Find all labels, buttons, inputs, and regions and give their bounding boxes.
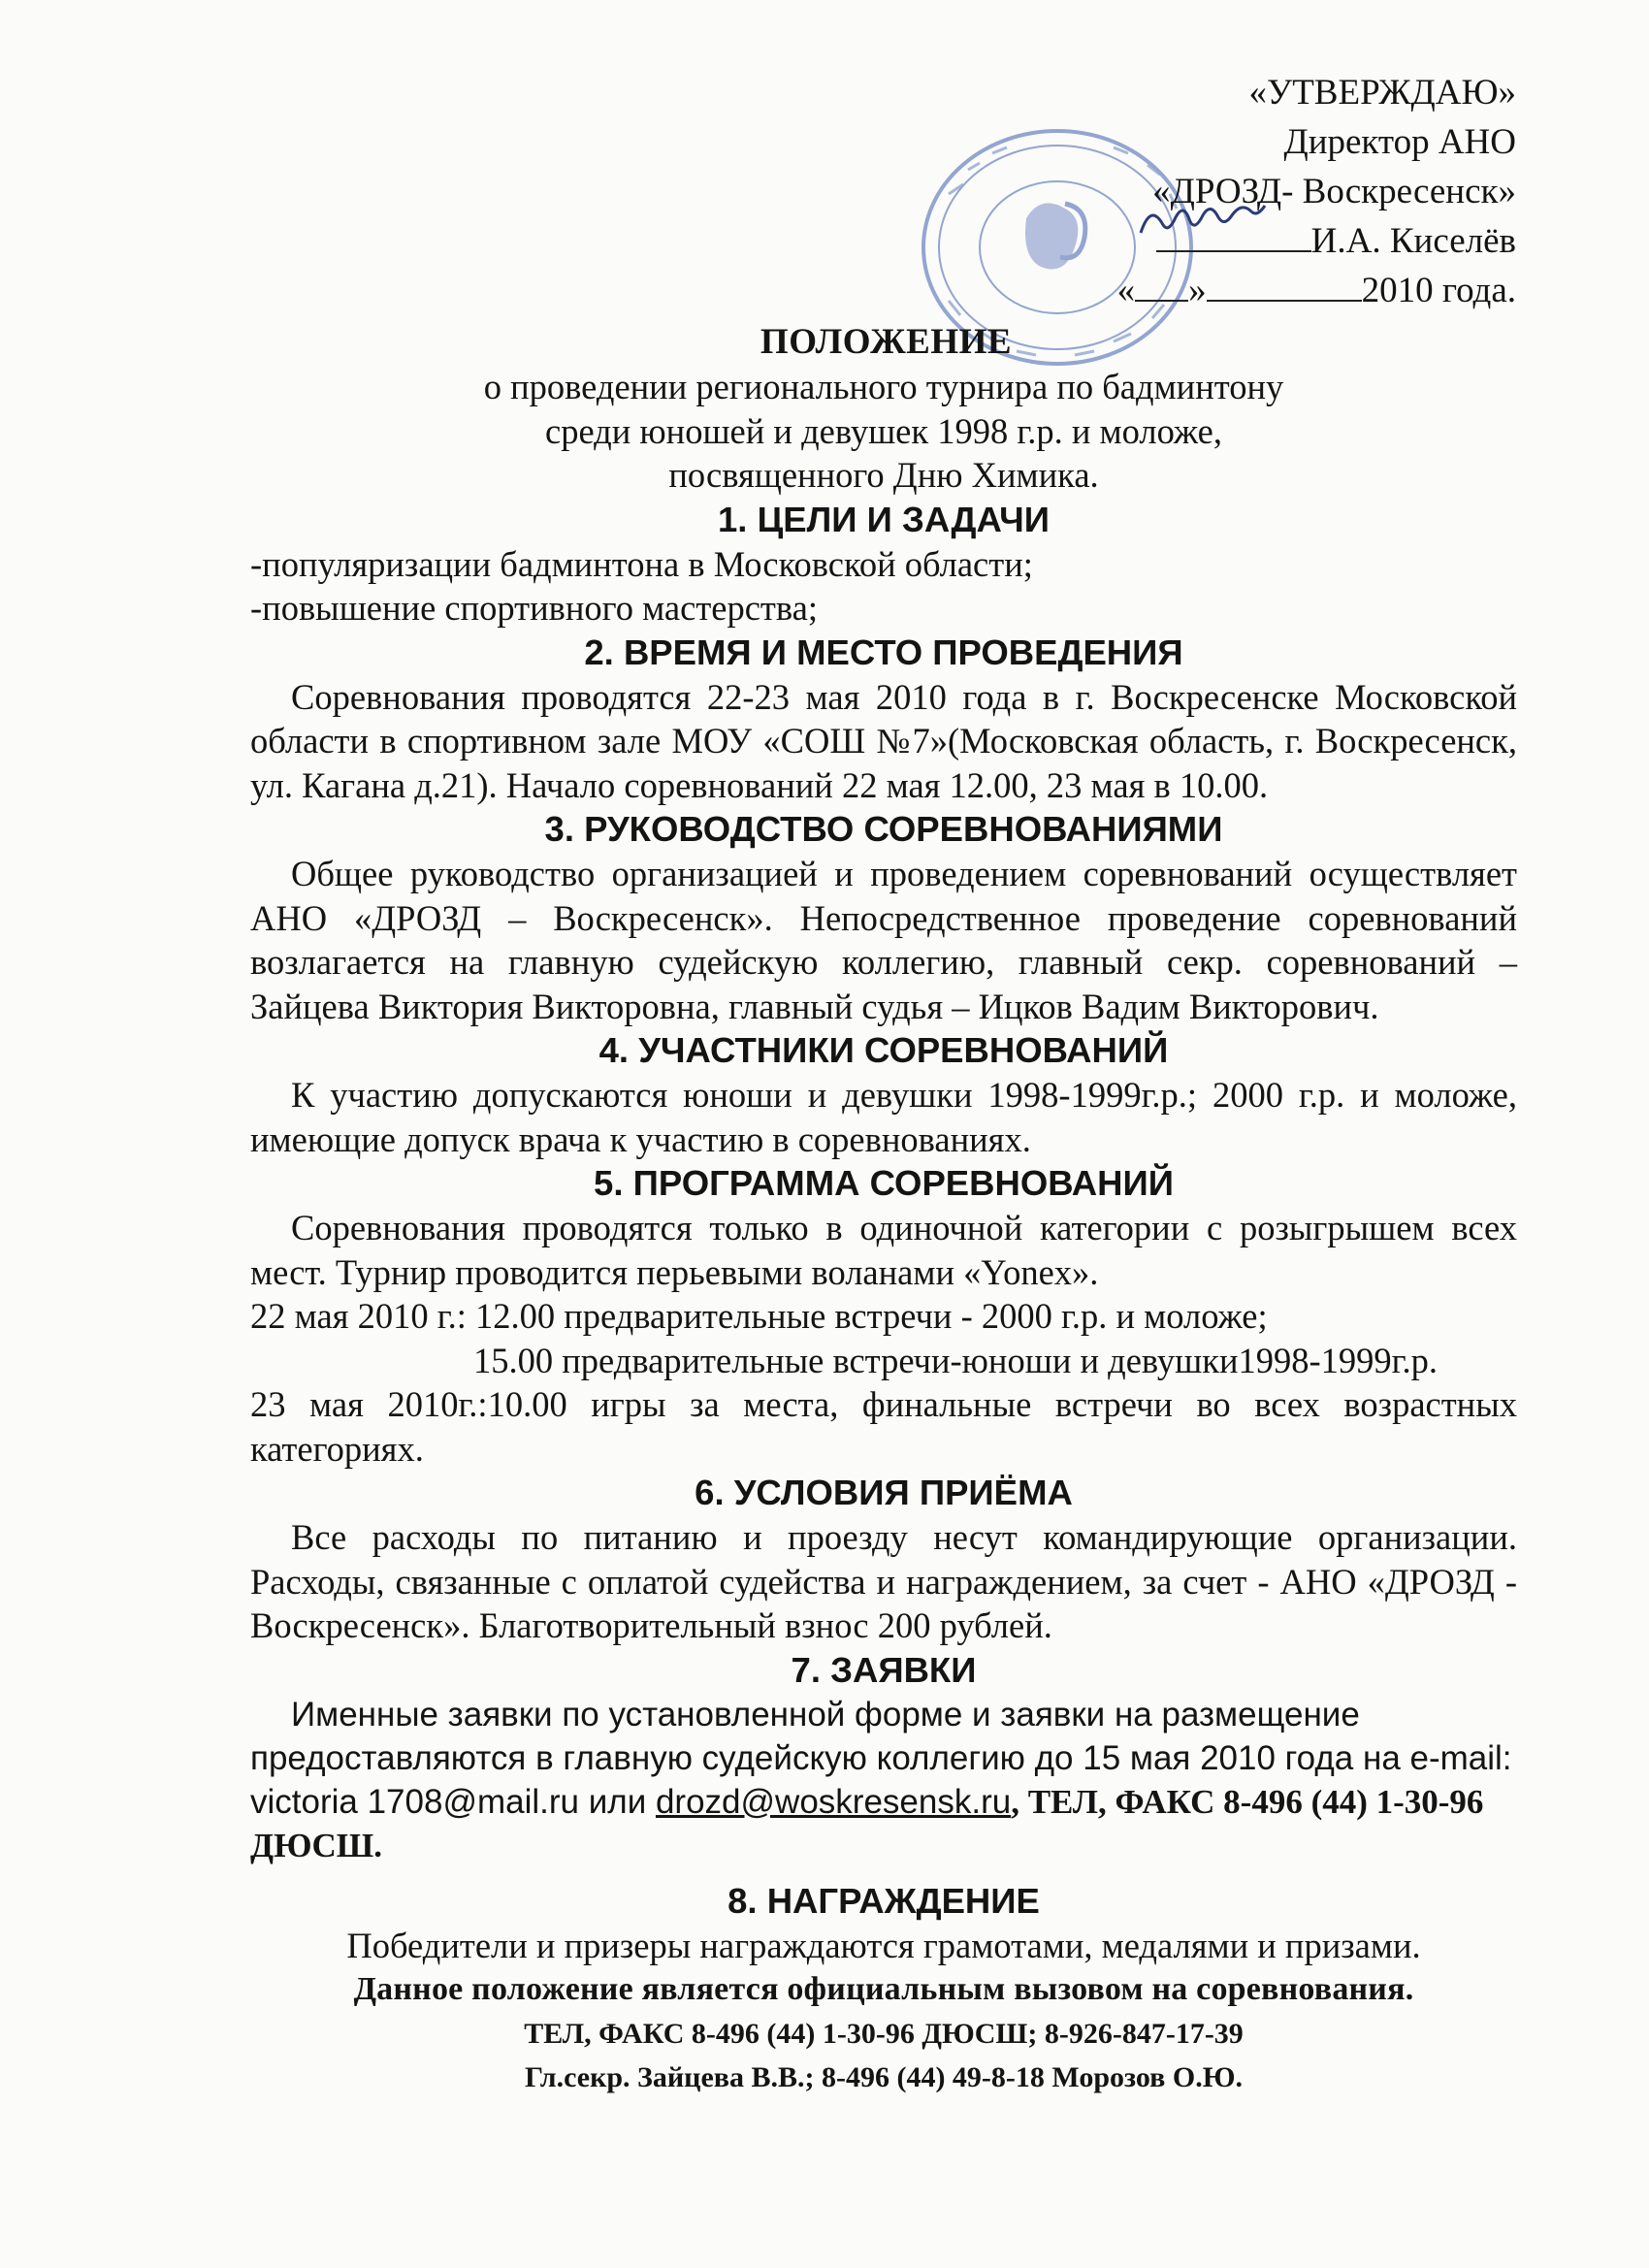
handwritten-signature (1133, 194, 1269, 252)
section-5-text: Соревнования проводятся только в одиночной категории с розыгрышем всех мест. Турнир проводится перьевыми воланами «Yonex». (250, 1208, 1517, 1292)
section-7-text-a: Именные заявки по установленной форме и заявки на размещение предоставляются в главную судейскую коллегию до 15 мая 2010 года на e-mail: victoria 1708@mail.ru или (250, 1695, 1512, 1821)
approval-line-1: «УТВЕРЖДАЮ» (1248, 73, 1516, 113)
approval-block (1117, 68, 1516, 315)
contact-persons-line: Гл.секр. Зайцева В.В.; 8-496 (44) 49-8-18 Морозов О.Ю. (525, 2061, 1243, 2093)
schedule-line-3: 23 мая 2010г.:10.00 игры за места, финальные встречи во всех возрастных категориях. (250, 1384, 1517, 1469)
approval-line-2: Директор АНО (1283, 122, 1516, 162)
approval-date-line (1117, 266, 1516, 315)
date-month-blank (1207, 269, 1362, 302)
section-4-text: К участию допускаются юноши и девушки 1998-1999г.р.; 2000 г.р. и моложе, имеющие допуск врача к участию в соревнованиях. (250, 1075, 1517, 1159)
contact-phone-line: ТЕЛ, ФАКС 8-496 (44) 1-30-96 ДЮСШ; 8-926-847-17-39 (524, 2017, 1244, 2050)
section-1-heading: 1. ЦЕЛИ И ЗАДАЧИ (718, 499, 1050, 539)
official-call-line: Данное положение является официальным вызовом на соревнования. (353, 1971, 1414, 2007)
section-1-line-2: -повышение спортивного мастерства; (250, 588, 818, 628)
subtitle-line-3: посвященного Дню Химика. (668, 455, 1099, 495)
section-4-heading: 4. УЧАСТНИКИ СОРЕВНОВАНИЙ (598, 1030, 1169, 1070)
section-6-text: Все расходы по питанию и проезду несут командирующие организации. Расходы, связанные с оплатой судейства и награждением, за счет - АНО «ДРОЗД - Воскресенск». Благотворительный взнос 200 рублей. (250, 1517, 1517, 1645)
schedule-line-1: 22 мая 2010 г.: 12.00 предварительные встречи - 2000 г.р. и моложе; (250, 1296, 1268, 1336)
date-year: 2010 года. (1361, 271, 1516, 310)
section-5-heading: 5. ПРОГРАММА СОРЕВНОВАНИЙ (594, 1163, 1174, 1203)
section-2-heading: 2. ВРЕМЯ И МЕСТО ПРОВЕДЕНИЯ (584, 632, 1183, 672)
section-2-text: Соревнования проводятся 22-23 мая 2010 года в г. Воскресенске Московской области в спортивном зале МОУ «СОШ №7»(Московская область, г. Воскресенск, ул. Кагана д.21). Начало соревнований 22 мая 12.00, 23 мая в 10.00. (250, 676, 1517, 805)
section-3-heading: 3. РУКОВОДСТВО СОРЕВНОВАНИЯМИ (544, 809, 1223, 849)
section-7-text (250, 1693, 1517, 1867)
schedule-line-2: 15.00 предварительные встречи-юноши и девушки1998-1999г.р. (473, 1340, 1439, 1380)
date-day-blank (1135, 269, 1188, 302)
page-title: ПОЛОЖЕНИЕ (760, 322, 1013, 362)
section-1-line-1: -популяризации бадминтона в Московской области; (250, 543, 1033, 584)
section-3-text: Общее руководство организацией и проведением соревнований осуществляет АНО «ДРОЗД – Воскресенск». Непосредственное проведение соревнований возлагается на главную судейскую коллегию, главный секр. соревнований – Зайцева Виктория Викторовна, главный судья – Ицков Вадим Викторович. (250, 854, 1517, 1026)
email-link[interactable]: drozd@woskresensk.ru (655, 1782, 1012, 1821)
director-name: И.А. Киселёв (1310, 221, 1516, 261)
date-quote-open: « (1116, 271, 1136, 310)
section-8-text: Победители и призеры награждаются грамотами, медалями и призами. (346, 1925, 1421, 1965)
approval-line-3: «ДРОЗД- Воскресенск» (1152, 172, 1516, 211)
section-7-text-b: , ТЕЛ, ФАКС 8-496 (44) 1-30-96 ДЮСШ. (250, 1782, 1484, 1864)
section-8-heading: 8. НАГРАЖДЕНИЕ (728, 1880, 1040, 1921)
section-7-heading: 7. ЗАЯВКИ (791, 1649, 977, 1690)
subtitle-line-1: о проведении регионального турнира по бадминтону (483, 367, 1284, 406)
section-6-heading: 6. УСЛОВИЯ ПРИЁМА (695, 1473, 1073, 1512)
date-quote-close: » (1188, 271, 1207, 310)
document-body (250, 320, 1517, 2100)
subtitle-line-2: среди юношей и девушек 1998 г.р. и моложе, (545, 410, 1222, 451)
